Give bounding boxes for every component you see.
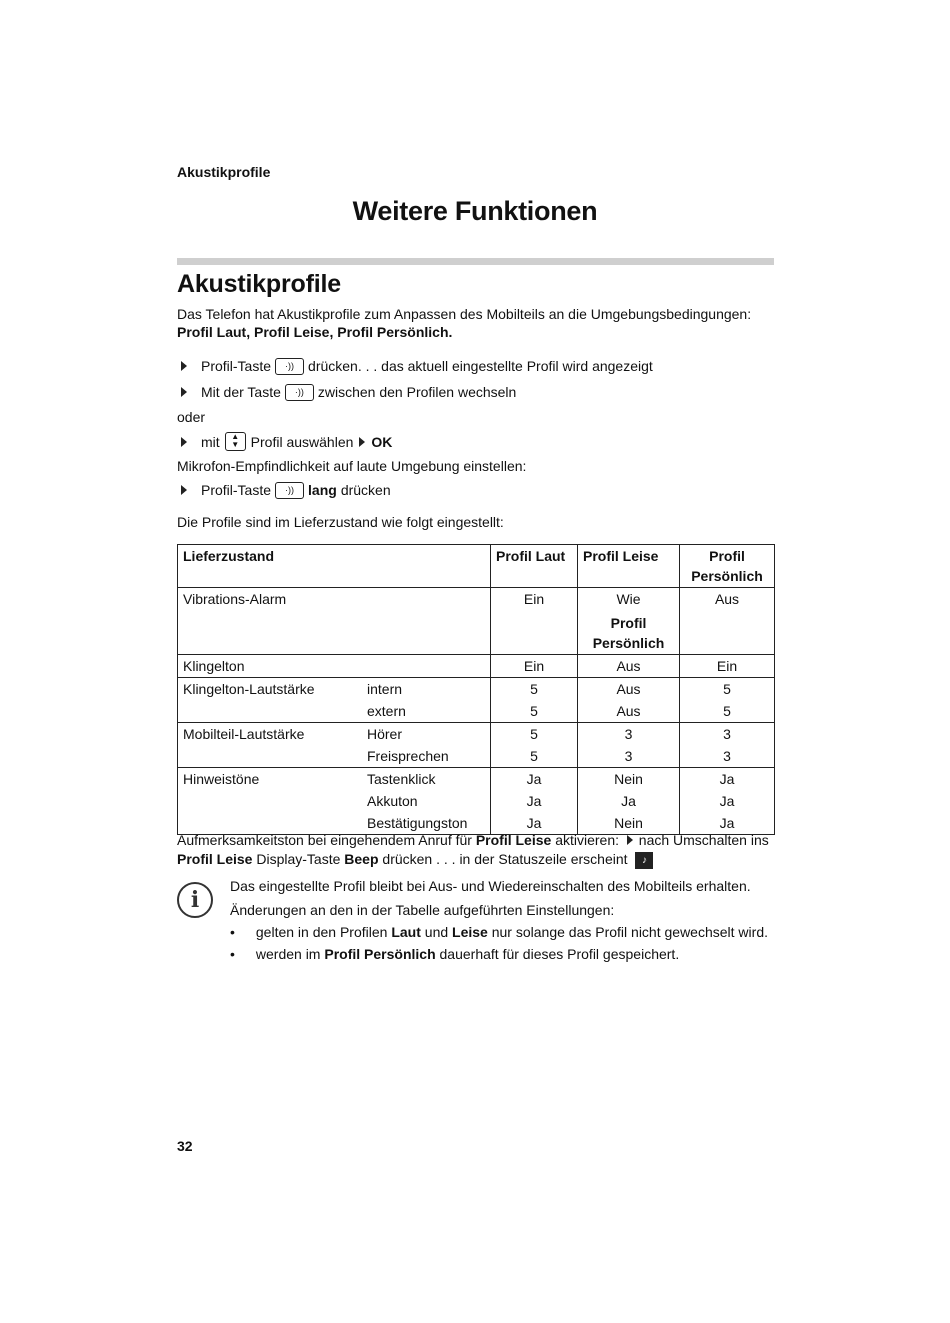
mic-text: Mikrofon-Empfindlichkeit auf laute Umgebung einstellen:: [177, 458, 527, 474]
note-bullet-1: • gelten in den Profilen Laut und Leise nur solange das Profil nicht gewechselt wird.: [230, 924, 768, 940]
table-header-row: [178, 545, 775, 588]
step-1-text: Profil-Taste: [201, 358, 272, 374]
triangle-right-icon: [181, 387, 187, 397]
header-lieferzustand: Lieferzustand: [183, 548, 275, 564]
intro-line-1: Das Telefon hat Akustikprofile zum Anpassen des Mobilteils an die Umgebungsbedingungen:: [177, 306, 752, 322]
table-row: [178, 790, 775, 812]
cell: Klingelton-Lautstärke: [178, 678, 363, 701]
navigation-key-icon: ▲ ▼: [225, 432, 246, 451]
step-1-text-c: . . . das aktuell eingestellte Profil wird angezeigt: [357, 358, 653, 374]
cell: Ein: [491, 655, 578, 678]
profile-key-icon: ·)): [275, 358, 304, 375]
step-3: [177, 432, 392, 451]
cell: 3: [680, 745, 775, 768]
cell: Wie Profil Persönlich: [578, 588, 680, 655]
intro-line-2: Profil Laut, Profil Leise, Profil Persönlich.: [177, 324, 453, 340]
step-4-bold: lang: [308, 482, 337, 498]
triangle-right-icon: [627, 835, 633, 845]
cell: Ein: [491, 588, 578, 655]
cell: [178, 790, 363, 812]
triangle-right-icon: [181, 361, 187, 371]
cell: 5: [491, 745, 578, 768]
cell: 5: [680, 678, 775, 701]
cell: Ja: [680, 790, 775, 812]
step-2: [177, 383, 516, 401]
cell: Nein: [578, 812, 680, 835]
cell: Mobilteil-Lautstärke: [178, 723, 363, 746]
cell: Aus: [680, 588, 775, 655]
step-4-text-b: drücken: [340, 482, 391, 498]
step-3-text: mit: [201, 433, 220, 450]
cell: [178, 700, 363, 723]
cell: Bestätigungston: [367, 815, 468, 831]
triangle-right-icon: [359, 437, 365, 447]
cell: Ja: [578, 790, 680, 812]
ok-label: OK: [371, 433, 393, 450]
step-4: [177, 481, 391, 499]
cell: Nein: [578, 768, 680, 791]
cell: 5: [491, 678, 578, 701]
cell: 3: [578, 745, 680, 768]
cell: Hinweistöne: [178, 768, 363, 791]
table-row: [178, 588, 775, 655]
table-row: [178, 745, 775, 768]
title-rule: [177, 258, 774, 265]
cell: Tastenklick: [362, 768, 491, 791]
cell: Aus: [578, 655, 680, 678]
cell: Ja: [680, 812, 775, 835]
cell: 5: [491, 700, 578, 723]
step-2-text-b: zwischen den Profilen wechseln: [317, 384, 517, 400]
cell: Hörer: [362, 723, 491, 746]
cell: extern: [367, 703, 406, 719]
cell: Ja: [680, 768, 775, 791]
beep-status-icon: ♪: [635, 852, 653, 869]
step-3-text-b: Profil auswählen: [250, 433, 354, 450]
cell: [178, 745, 363, 768]
table-row: [178, 768, 775, 791]
note-line-1: Das eingestellte Profil bleibt bei Aus- und Wiedereinschalten des Mobilteils erhalten.: [230, 878, 751, 894]
table-row: [178, 655, 775, 678]
table-row: [178, 723, 775, 746]
header-profil-leise: Profil Leise: [578, 545, 680, 588]
table-intro: Die Profile sind im Lieferzustand wie folgt eingestellt:: [177, 514, 504, 530]
cell: Ja: [491, 790, 578, 812]
info-icon: i: [177, 882, 213, 918]
cell: Aus: [578, 678, 680, 701]
table-row: [178, 678, 775, 701]
profile-key-icon: ·)): [285, 384, 314, 401]
header-profil-laut: Profil Laut: [491, 545, 578, 588]
step-2-text: Mit der Taste: [201, 384, 281, 400]
step-1-text-b: drücken: [308, 358, 358, 374]
cell: Ja: [491, 768, 578, 791]
cell: 5: [491, 723, 578, 746]
profile-key-icon: ·)): [275, 482, 304, 499]
attention-line-2: Profil Leise Display-Taste Beep drücken . . . in der Statuszeile erscheint ♪: [177, 850, 653, 869]
cell: 3: [680, 723, 775, 746]
cell: Ein: [680, 655, 775, 678]
cell: Akkuton: [367, 793, 418, 809]
running-head: Akustikprofile: [177, 164, 271, 180]
table-row: [178, 700, 775, 723]
triangle-right-icon: [181, 437, 187, 447]
page-number: 32: [177, 1138, 193, 1154]
step-1: [177, 357, 653, 375]
note-line-2: Änderungen an den in der Tabelle aufgeführten Einstellungen:: [230, 902, 615, 918]
section-title: Weitere Funktionen: [352, 196, 598, 226]
cell: Ja: [491, 812, 578, 835]
note-bullet-2: • werden im Profil Persönlich dauerhaft für dieses Profil gespeichert.: [230, 946, 680, 962]
or-text: oder: [177, 409, 206, 425]
attention-line-1: Aufmerksamkeitston bei eingehendem Anruf für Profil Leise aktivieren: nach Umschalten ins: [177, 832, 769, 848]
cell: 5: [680, 700, 775, 723]
cell: intern: [362, 678, 491, 701]
cell: Aus: [578, 700, 680, 723]
triangle-right-icon: [181, 485, 187, 495]
cell: Klingelton: [178, 655, 491, 678]
settings-table: [177, 544, 775, 835]
header-profil-persoenlich: Profil Persönlich: [680, 545, 775, 588]
page-heading: Akustikprofile: [177, 270, 341, 298]
cell: Freisprechen: [367, 748, 449, 764]
cell: 3: [578, 723, 680, 746]
step-4-text: Profil-Taste: [201, 482, 272, 498]
cell: Vibrations-Alarm: [178, 588, 491, 655]
